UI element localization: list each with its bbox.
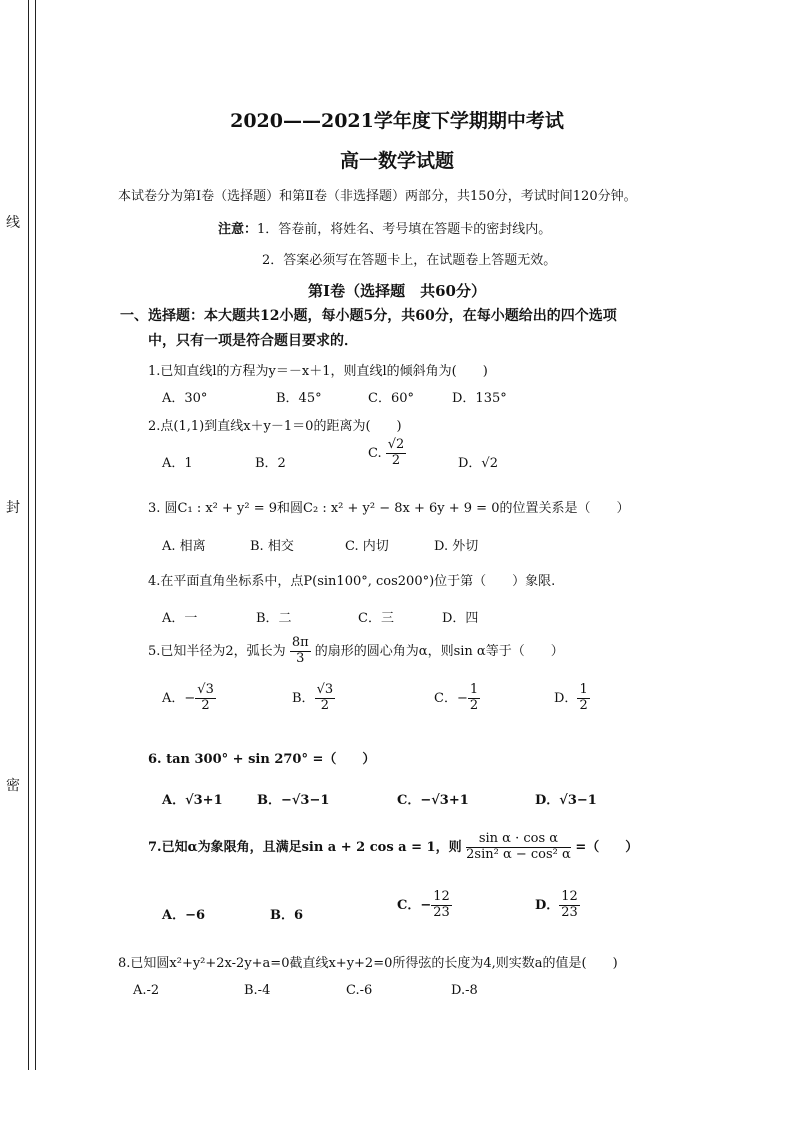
q4-stem: 4.在平面直角坐标系中，点P(sin100°, cos200°)位于第（ ）象限. <box>148 574 556 589</box>
q8-option-a: A.-2 <box>133 983 160 998</box>
q5-option-c <box>434 683 480 714</box>
exam-intro: 本试卷分为第Ⅰ卷（选择题）和第Ⅱ卷（非选择题）两部分，共150分，考试时间120分钟。 <box>118 189 637 204</box>
q4-option-a: A．一 <box>162 611 198 626</box>
q4-option-b: B．二 <box>256 611 292 626</box>
q6-option-a: A．√3+1 <box>162 793 223 808</box>
q5-option-d-fraction <box>577 683 589 714</box>
q8-option-d: D.-8 <box>451 983 478 998</box>
q5-option-a-fraction <box>195 683 216 714</box>
q5-option-d-prefix: D． <box>554 690 578 706</box>
q5-option-b <box>292 683 335 714</box>
q1-option-c: C．60° <box>368 391 414 406</box>
q2-option-d: D．√2 <box>458 456 498 471</box>
note-1 <box>218 218 551 237</box>
q6-option-b: B．−√3−1 <box>257 793 330 808</box>
q4-option-c: C．三 <box>358 611 394 626</box>
q7-option-d-fraction <box>559 890 580 921</box>
q7-option-c-fraction <box>431 890 452 921</box>
note-2: 2．答案必须写在答题卡上，在试题卷上答题无效。 <box>262 253 557 268</box>
binding-label-seal: 封 <box>6 500 20 516</box>
q1-option-a: A．30° <box>162 391 208 406</box>
q2-option-a: A．1 <box>162 456 193 471</box>
q5-option-c-numerator: 1 <box>469 682 479 697</box>
q2-option-c-numerator: √2 <box>387 437 405 452</box>
q6-stem: 6. tan 300° + sin 270° =（ ） <box>148 752 376 767</box>
q3-option-d: D. 外切 <box>434 539 479 554</box>
q7-option-c-denominator: 23 <box>433 904 450 920</box>
binding-label-secret: 密 <box>6 778 20 794</box>
note-1-text: 1．答卷前，将姓名、考号填在答题卡的密封线内。 <box>257 222 552 237</box>
q1-option-d: D．135° <box>452 391 507 406</box>
q5-stem-post: 的扇形的圆心角为α，则sin α等于（ ） <box>314 643 564 659</box>
q7-option-c <box>397 890 452 921</box>
q3-option-c: C. 内切 <box>345 539 389 554</box>
q5-option-a-denominator: 2 <box>201 697 210 713</box>
q2-option-c-fraction <box>386 438 407 469</box>
q5-option-d-denominator: 2 <box>579 697 588 713</box>
q4-option-d: D．四 <box>442 611 479 626</box>
q5-option-d <box>554 683 590 714</box>
q2-stem: 2.点(1,1)到直线x＋y－1＝0的距离为( ) <box>148 419 402 434</box>
q7-option-a: A．−6 <box>162 908 206 923</box>
q6-option-d: D．√3−1 <box>535 793 597 808</box>
q5-option-b-prefix: B． <box>292 690 315 706</box>
q1-option-b: B．45° <box>276 391 322 406</box>
q8-option-b: B.-4 <box>244 983 271 998</box>
q1-stem: 1.已知直线l的方程为y＝－x＋1，则直线l的倾斜角为( ) <box>148 364 488 379</box>
q7-stem-post: =（ ） <box>575 839 639 855</box>
q3-stem: 3. 圆C₁ : x² + y² = 9和圆C₂ : x² + y² − 8x + 6y + 9 = 0的位置关系是（ ） <box>148 501 630 516</box>
q7-option-c-prefix: C．− <box>397 897 432 913</box>
exam-subtitle: 高一数学试题 <box>339 150 454 172</box>
q7-expression-denominator: 2sin² α − cos² α <box>466 846 571 862</box>
q5-stem <box>148 636 564 667</box>
q7-option-d-numerator: 12 <box>561 889 578 904</box>
q2-option-c <box>368 438 406 469</box>
q5-stem-pre: 5.已知半径为2，弧长为 <box>148 643 286 659</box>
q7-option-c-numerator: 12 <box>433 889 450 904</box>
section-instructions-1: 一、选择题：本大题共12小题，每小题5分，共60分，在每小题给出的四个选项 <box>120 308 617 324</box>
q7-stem <box>148 832 638 863</box>
q7-stem-pre: 7.已知α为象限角，且满足sin a + 2 cos a = 1，则 <box>148 839 462 855</box>
section-instructions-2: 中，只有一项是符合题目要求的． <box>148 333 358 349</box>
q7-option-d-prefix: D． <box>535 897 560 913</box>
q5-option-a-numerator: √3 <box>197 682 214 697</box>
q5-option-b-fraction <box>315 683 336 714</box>
part1-heading: 第Ⅰ卷（选择题 共60分） <box>308 282 486 300</box>
q3-option-a: A. 相离 <box>162 539 206 554</box>
q5-option-d-numerator: 1 <box>579 682 588 697</box>
q7-expression-fraction <box>466 832 571 863</box>
note-label: 注意： <box>218 222 258 237</box>
q6-option-c: C．−√3+1 <box>397 793 469 808</box>
q7-option-b: B．6 <box>270 908 304 923</box>
q5-option-b-denominator: 2 <box>320 697 329 713</box>
q3-option-b: B. 相交 <box>250 539 294 554</box>
q7-expression-numerator: sin α · cos α <box>466 832 571 848</box>
q2-option-b: B．2 <box>255 456 286 471</box>
q5-option-c-denominator: 2 <box>469 697 479 713</box>
q7-option-d <box>535 890 580 921</box>
q8-stem: 8.已知圆x²+y²+2x-2y+a=0截直线x+y+2=0所得弦的长度为4,则实数a的值是( ) <box>118 956 618 971</box>
q5-arc-numerator: 8π <box>291 635 309 650</box>
q5-arc-fraction <box>290 636 311 667</box>
q2-option-c-prefix: C. <box>368 445 382 461</box>
q5-option-c-prefix: C．− <box>434 690 468 706</box>
exam-title: 2020——2021学年度下学期期中考试 <box>230 110 564 132</box>
q5-option-a-prefix: A．− <box>162 690 196 706</box>
q5-option-a <box>162 683 216 714</box>
q2-option-c-denominator: 2 <box>391 452 401 468</box>
binding-label-line: 线 <box>6 215 20 231</box>
q5-option-b-numerator: √3 <box>316 682 334 697</box>
q8-option-c: C.-6 <box>346 983 373 998</box>
q5-arc-denominator: 3 <box>296 650 305 666</box>
q7-option-d-denominator: 23 <box>561 904 578 920</box>
q5-option-c-fraction <box>468 683 480 714</box>
